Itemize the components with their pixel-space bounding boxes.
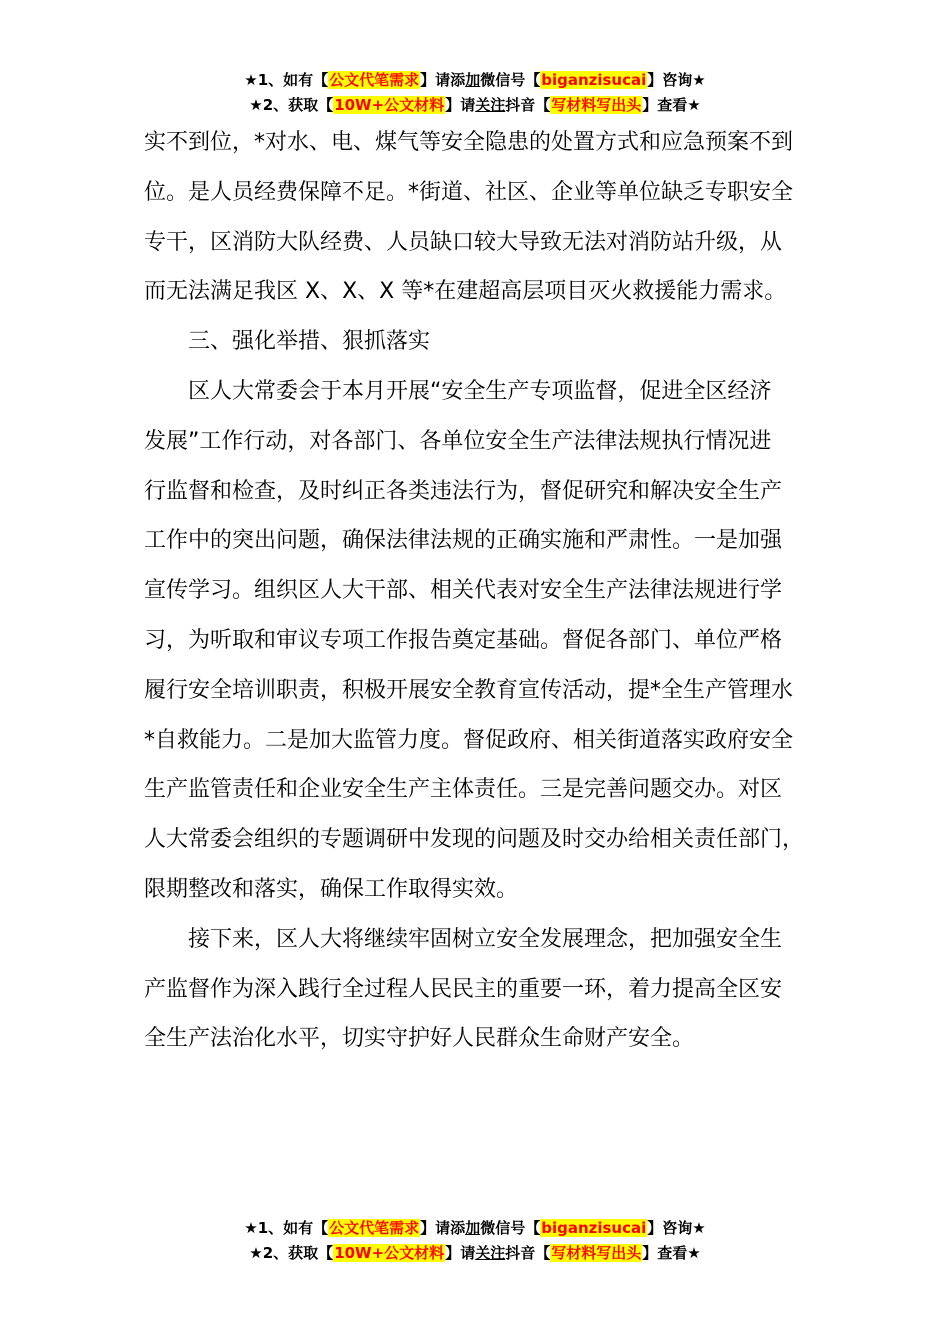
- body-line: 发展”工作行动，对各部门、各单位安全生产法律法规执行情况进: [144, 428, 772, 454]
- banner-line-2: ★2、获取【10W+公文材料】请关注抖音【写材料写出头】查看★: [249, 96, 701, 114]
- highlight-douyin: 写材料写出头: [551, 96, 642, 114]
- banner-line-1: ★1、如有【公文代笔需求】请添加微信号【biganzisucai】咨询★: [244, 1219, 706, 1237]
- body-line: *自救能力。二是加大监管力度。督促政府、相关街道落实政府安全: [144, 727, 794, 753]
- banner-line-1: ★1、如有【公文代笔需求】请添加微信号【biganzisucai】咨询★: [244, 71, 706, 89]
- body-line: 接下来，区人大将继续牢固树立安全发展理念，把加强安全生: [188, 926, 783, 952]
- highlight-materials: 10W+公文材料: [334, 96, 445, 114]
- body-line: 全生产法治化水平，切实守护好人民群众生命财产安全。: [144, 1026, 695, 1052]
- body-line: 人大常委会组织的专题调研中发现的问题及时交办给相关责任部门，: [144, 827, 805, 853]
- body-line: 生产监管责任和企业安全生产主体责任。三是完善问题交办。对区: [144, 777, 783, 803]
- body-line: 工作中的突出问题，确保法律法规的正确实施和严肃性。一是加强: [144, 528, 783, 554]
- body-line: 专干，区消防大队经费、人员缺口较大导致无法对消防站升级，从: [144, 229, 783, 255]
- highlight-wechat-id: biganzisucai: [541, 1219, 647, 1237]
- highlight-materials: 10W+公文材料: [334, 1244, 445, 1262]
- header-banner: [0, 68, 950, 118]
- body-line: 区人大常委会于本月开展“安全生产专项监督，促进全区经济: [188, 378, 772, 404]
- footer-banner: [0, 1216, 950, 1266]
- body-line: 习，为听取和审议专项工作报告奠定基础。督促各部门、单位严格: [144, 627, 783, 653]
- body-line: 限期整改和落实，确保工作取得实效。: [144, 876, 519, 902]
- highlight-service: 公文代笔需求: [329, 1219, 420, 1237]
- section-heading: 三、强化举措、狠抓落实: [188, 329, 431, 355]
- body-line: 而无法满足我区 X、X、X 等*在建超高层项目灭火救援能力需求。: [144, 279, 787, 305]
- body-line: 履行安全培训职责，积极开展安全教育宣传活动，提*全生产管理水: [144, 677, 794, 703]
- highlight-douyin: 写材料写出头: [551, 1244, 642, 1262]
- highlight-wechat-id: biganzisucai: [541, 71, 647, 89]
- body-line: 实不到位，*对水、电、煤气等安全隐患的处置方式和应急预案不到: [144, 130, 794, 155]
- highlight-service: 公文代笔需求: [329, 71, 420, 89]
- banner-line-2: ★2、获取【10W+公文材料】请关注抖音【写材料写出头】查看★: [249, 1244, 701, 1262]
- document-body: [144, 118, 834, 1064]
- body-line: 行监督和检查，及时纠正各类违法行为，督促研究和解决安全生产: [144, 478, 783, 504]
- body-line: 位。是人员经费保障不足。*街道、社区、企业等单位缺乏专职安全: [144, 179, 794, 205]
- body-line: 宣传学习。组织区人大干部、相关代表对安全生产法律法规进行学: [144, 578, 783, 604]
- body-line: 产监督作为深入践行全过程人民民主的重要一环，着力提高全区安: [144, 976, 783, 1002]
